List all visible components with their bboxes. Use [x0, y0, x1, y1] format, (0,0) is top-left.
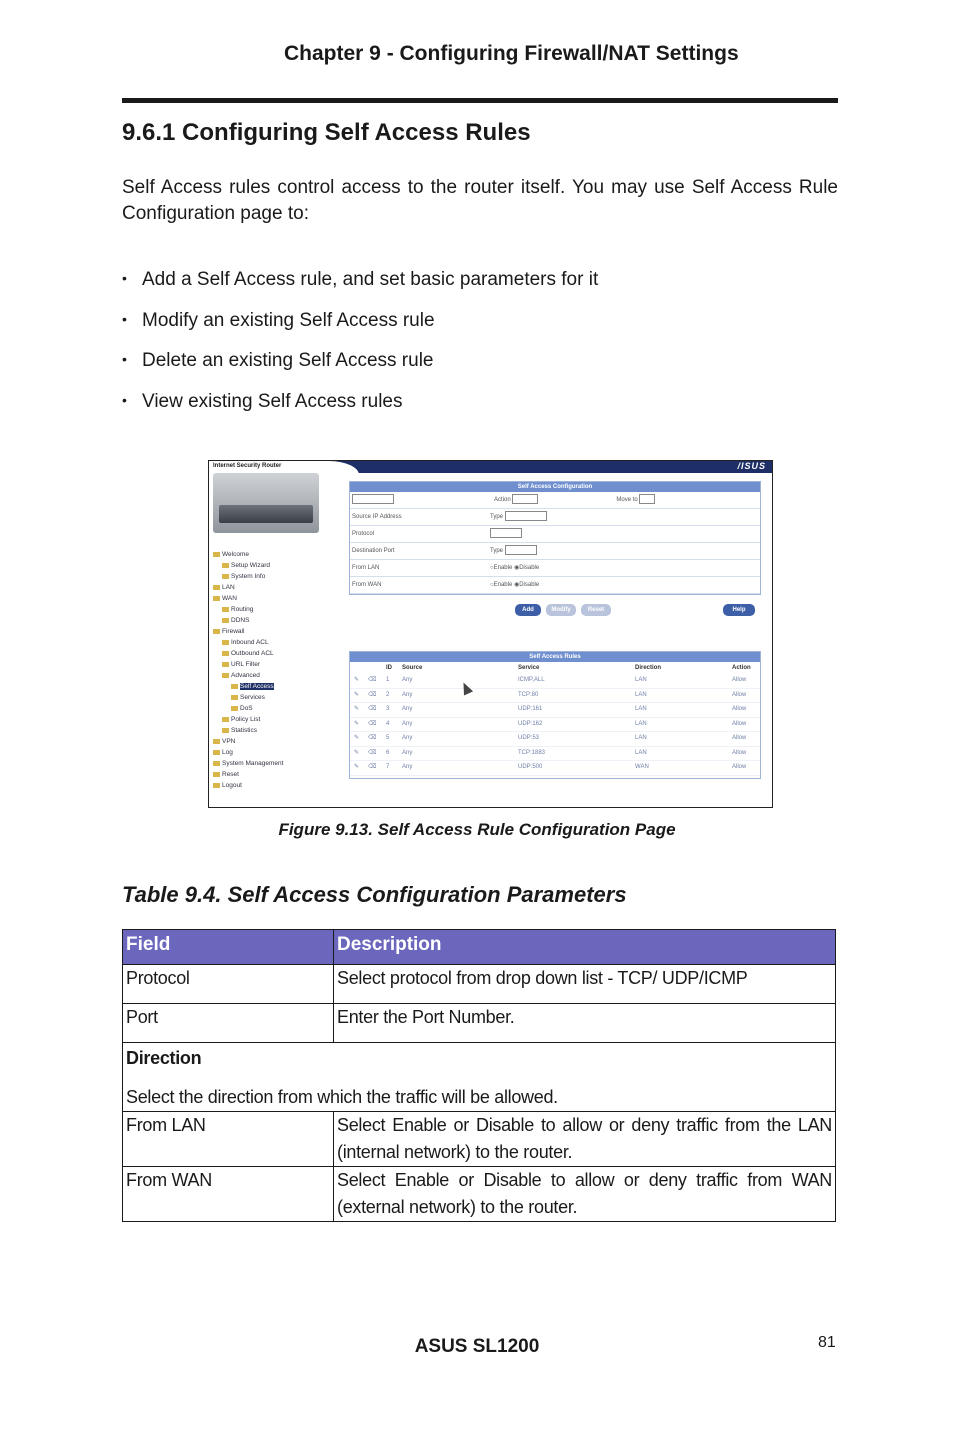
- field-column-header: Field: [123, 930, 334, 965]
- folder-icon: [222, 563, 229, 568]
- type-select[interactable]: [505, 511, 547, 521]
- list-item: • Delete an existing Self Access rule: [122, 345, 598, 386]
- delete-icon[interactable]: ⌫: [368, 749, 377, 756]
- config-row: Action Move to: [350, 492, 760, 509]
- folder-icon: [213, 750, 220, 755]
- nav-tree-item[interactable]: Advanced: [213, 670, 283, 681]
- table-row: [123, 1112, 836, 1167]
- config-panel: [349, 481, 761, 595]
- delete-icon[interactable]: ⌫: [368, 735, 377, 741]
- config-row: From WAN ○Enable ◉Disable: [350, 577, 760, 594]
- nav-tree-item[interactable]: Services: [213, 692, 283, 703]
- folder-icon: [222, 673, 229, 678]
- edit-icon[interactable]: ✎: [354, 677, 360, 683]
- nav-tree-item[interactable]: WAN: [213, 593, 283, 604]
- nav-tree-item[interactable]: System Info: [213, 571, 283, 582]
- nav-tree-item[interactable]: Log: [213, 747, 283, 758]
- asus-logo: /ISUS: [737, 461, 766, 471]
- folder-icon: [213, 552, 220, 557]
- rules-panel: [349, 651, 761, 779]
- nav-tree-item[interactable]: Statistics: [213, 725, 283, 736]
- nav-tree: [213, 549, 283, 791]
- nav-tree-item[interactable]: System Management: [213, 758, 283, 769]
- folder-icon: [222, 574, 229, 579]
- table-row: [123, 965, 836, 1004]
- nav-tree-item[interactable]: Outbound ACL: [213, 648, 283, 659]
- rule-row: ✎ ⌫ 3 Any UDP:161 LAN Allow: [350, 703, 760, 718]
- table-row: [123, 1043, 836, 1112]
- folder-icon: [231, 695, 238, 700]
- nav-tree-item[interactable]: Logout: [213, 780, 283, 791]
- bullet-icon: •: [122, 310, 127, 327]
- folder-icon: [222, 662, 229, 667]
- parameters-table: [122, 929, 836, 1222]
- router-image: [213, 473, 319, 533]
- edit-icon[interactable]: ✎: [354, 735, 360, 741]
- folder-icon: [222, 651, 229, 656]
- edit-icon[interactable]: ✎: [354, 706, 360, 712]
- bullet-list: [122, 264, 598, 426]
- folder-icon: [222, 717, 229, 722]
- rule-select[interactable]: [352, 494, 394, 504]
- nav-tree-item[interactable]: DoS: [213, 703, 283, 714]
- section-title: 9.6.1 Configuring Self Access Rules: [122, 119, 531, 146]
- device-brand-label: Internet Security Router: [213, 463, 282, 469]
- config-row: Source IP Address Type: [350, 509, 760, 526]
- nav-tree-item[interactable]: VPN: [213, 736, 283, 747]
- action-select[interactable]: [512, 494, 538, 504]
- delete-icon[interactable]: ⌫: [368, 691, 377, 698]
- bullet-icon: •: [122, 391, 127, 408]
- nav-tree-item[interactable]: LAN: [213, 582, 283, 593]
- edit-icon[interactable]: ✎: [354, 764, 360, 770]
- table-title: Table 9.4. Self Access Configuration Parameters: [122, 882, 627, 907]
- screenshot-figure: [208, 460, 773, 808]
- config-row: From LAN ○Enable ◉Disable: [350, 560, 760, 577]
- description-cell: Select Enable or Disable to allow or deny traffic from WAN (external network) to the router.: [334, 1167, 836, 1222]
- rule-row: ✎ ⌫ 6 Any TCP:1883 LAN Allow: [350, 747, 760, 762]
- protocol-select[interactable]: [490, 528, 522, 538]
- nav-tree-item[interactable]: DDNS: [213, 615, 283, 626]
- config-row: Protocol: [350, 526, 760, 543]
- direction-description: Select the direction from which the traffic will be allowed.: [126, 1087, 558, 1107]
- folder-icon: [213, 596, 220, 601]
- page-number: 81: [818, 1334, 836, 1351]
- description-cell: Select Enable or Disable to allow or deny traffic from the LAN (internal network) to the router.: [334, 1112, 836, 1167]
- edit-icon[interactable]: ✎: [354, 749, 360, 756]
- move-select[interactable]: [639, 494, 655, 504]
- description-cell: Enter the Port Number.: [334, 1004, 836, 1043]
- footer-product: ASUS SL1200: [414, 1336, 540, 1357]
- delete-icon[interactable]: ⌫: [368, 764, 377, 770]
- rule-row: ✎ ⌫ 1 Any ICMP,ALL LAN Allow: [350, 674, 760, 689]
- table-row: [123, 1167, 836, 1222]
- folder-icon: [213, 761, 220, 766]
- field-cell: From WAN: [123, 1167, 334, 1222]
- rule-row: ✎ ⌫ 2 Any TCP:80 LAN Allow: [350, 689, 760, 704]
- rules-body: [350, 674, 760, 776]
- bullet-icon: •: [122, 270, 127, 286]
- nav-tree-item[interactable]: Welcome: [213, 549, 283, 560]
- nav-tree-item[interactable]: URL Filter: [213, 659, 283, 670]
- edit-icon[interactable]: ✎: [354, 720, 360, 727]
- nav-tree-item[interactable]: Inbound ACL: [213, 637, 283, 648]
- folder-icon: [222, 607, 229, 612]
- table-row: [123, 1004, 836, 1043]
- folder-icon: [213, 783, 220, 788]
- delete-icon[interactable]: ⌫: [368, 706, 377, 712]
- nav-tree-item[interactable]: Self Access: [213, 681, 283, 692]
- direction-group-cell: [123, 1043, 836, 1112]
- config-row: Destination Port Type: [350, 543, 760, 560]
- config-panel-title: Self Access Configuration: [350, 482, 760, 492]
- field-cell: Port: [123, 1004, 334, 1043]
- folder-icon: [222, 618, 229, 623]
- rule-row: ✎ ⌫ 7 Any UDP:500 WAN Allow: [350, 761, 760, 776]
- folder-icon: [213, 739, 220, 744]
- port-type-select[interactable]: [505, 545, 537, 555]
- edit-icon[interactable]: ✎: [354, 691, 360, 698]
- field-cell: Protocol: [123, 965, 334, 1004]
- field-cell: From LAN: [123, 1112, 334, 1167]
- description-column-header: Description: [334, 930, 836, 965]
- folder-icon: [231, 684, 238, 689]
- nav-tree-item[interactable]: Policy List: [213, 714, 283, 725]
- bullet-icon: •: [122, 351, 127, 367]
- intro-paragraph: Self Access rules control access to the router itself. You may use Self Access Rule Configuration page to:: [122, 177, 838, 224]
- folder-icon: [222, 728, 229, 733]
- rule-row: ✎ ⌫ 5 Any UDP:53 LAN Allow: [350, 732, 760, 747]
- folder-icon: [222, 640, 229, 645]
- nav-tree-item[interactable]: Reset: [213, 769, 283, 780]
- rule-row: ✎ ⌫ 4 Any UDP:162 LAN Allow: [350, 718, 760, 733]
- nav-tree-item[interactable]: Setup Wizard: [213, 560, 283, 571]
- list-item: • Modify an existing Self Access rule: [122, 305, 598, 346]
- folder-icon: [213, 629, 220, 634]
- reset-button[interactable]: Reset: [581, 604, 611, 616]
- list-item: • Add a Self Access rule, and set basic parameters for it: [122, 264, 598, 305]
- description-cell: Select protocol from drop down list - TCP/ UDP/ICMP: [334, 965, 836, 1004]
- modify-button[interactable]: Modify: [546, 604, 576, 616]
- figure-caption: Figure 9.13. Self Access Rule Configuration Page: [278, 820, 676, 839]
- rules-panel-title: Self Access Rules: [350, 652, 760, 662]
- add-button[interactable]: Add: [515, 604, 541, 616]
- rules-header-row: ID Source Service Direction Action: [386, 665, 751, 671]
- nav-tree-item[interactable]: Firewall: [213, 626, 283, 637]
- direction-title: Direction: [126, 1048, 202, 1068]
- help-button[interactable]: Help: [723, 604, 755, 616]
- chapter-heading: Chapter 9 - Configuring Firewall/NAT Settings: [284, 42, 739, 65]
- header-rule: [122, 98, 838, 103]
- list-item: • View existing Self Access rules: [122, 386, 598, 427]
- folder-icon: [231, 706, 238, 711]
- delete-icon[interactable]: ⌫: [368, 677, 377, 683]
- delete-icon[interactable]: ⌫: [368, 720, 377, 727]
- table-header-row: [123, 930, 836, 965]
- folder-icon: [213, 585, 220, 590]
- nav-tree-item[interactable]: Routing: [213, 604, 283, 615]
- folder-icon: [213, 772, 220, 777]
- screenshot-banner: [319, 461, 772, 473]
